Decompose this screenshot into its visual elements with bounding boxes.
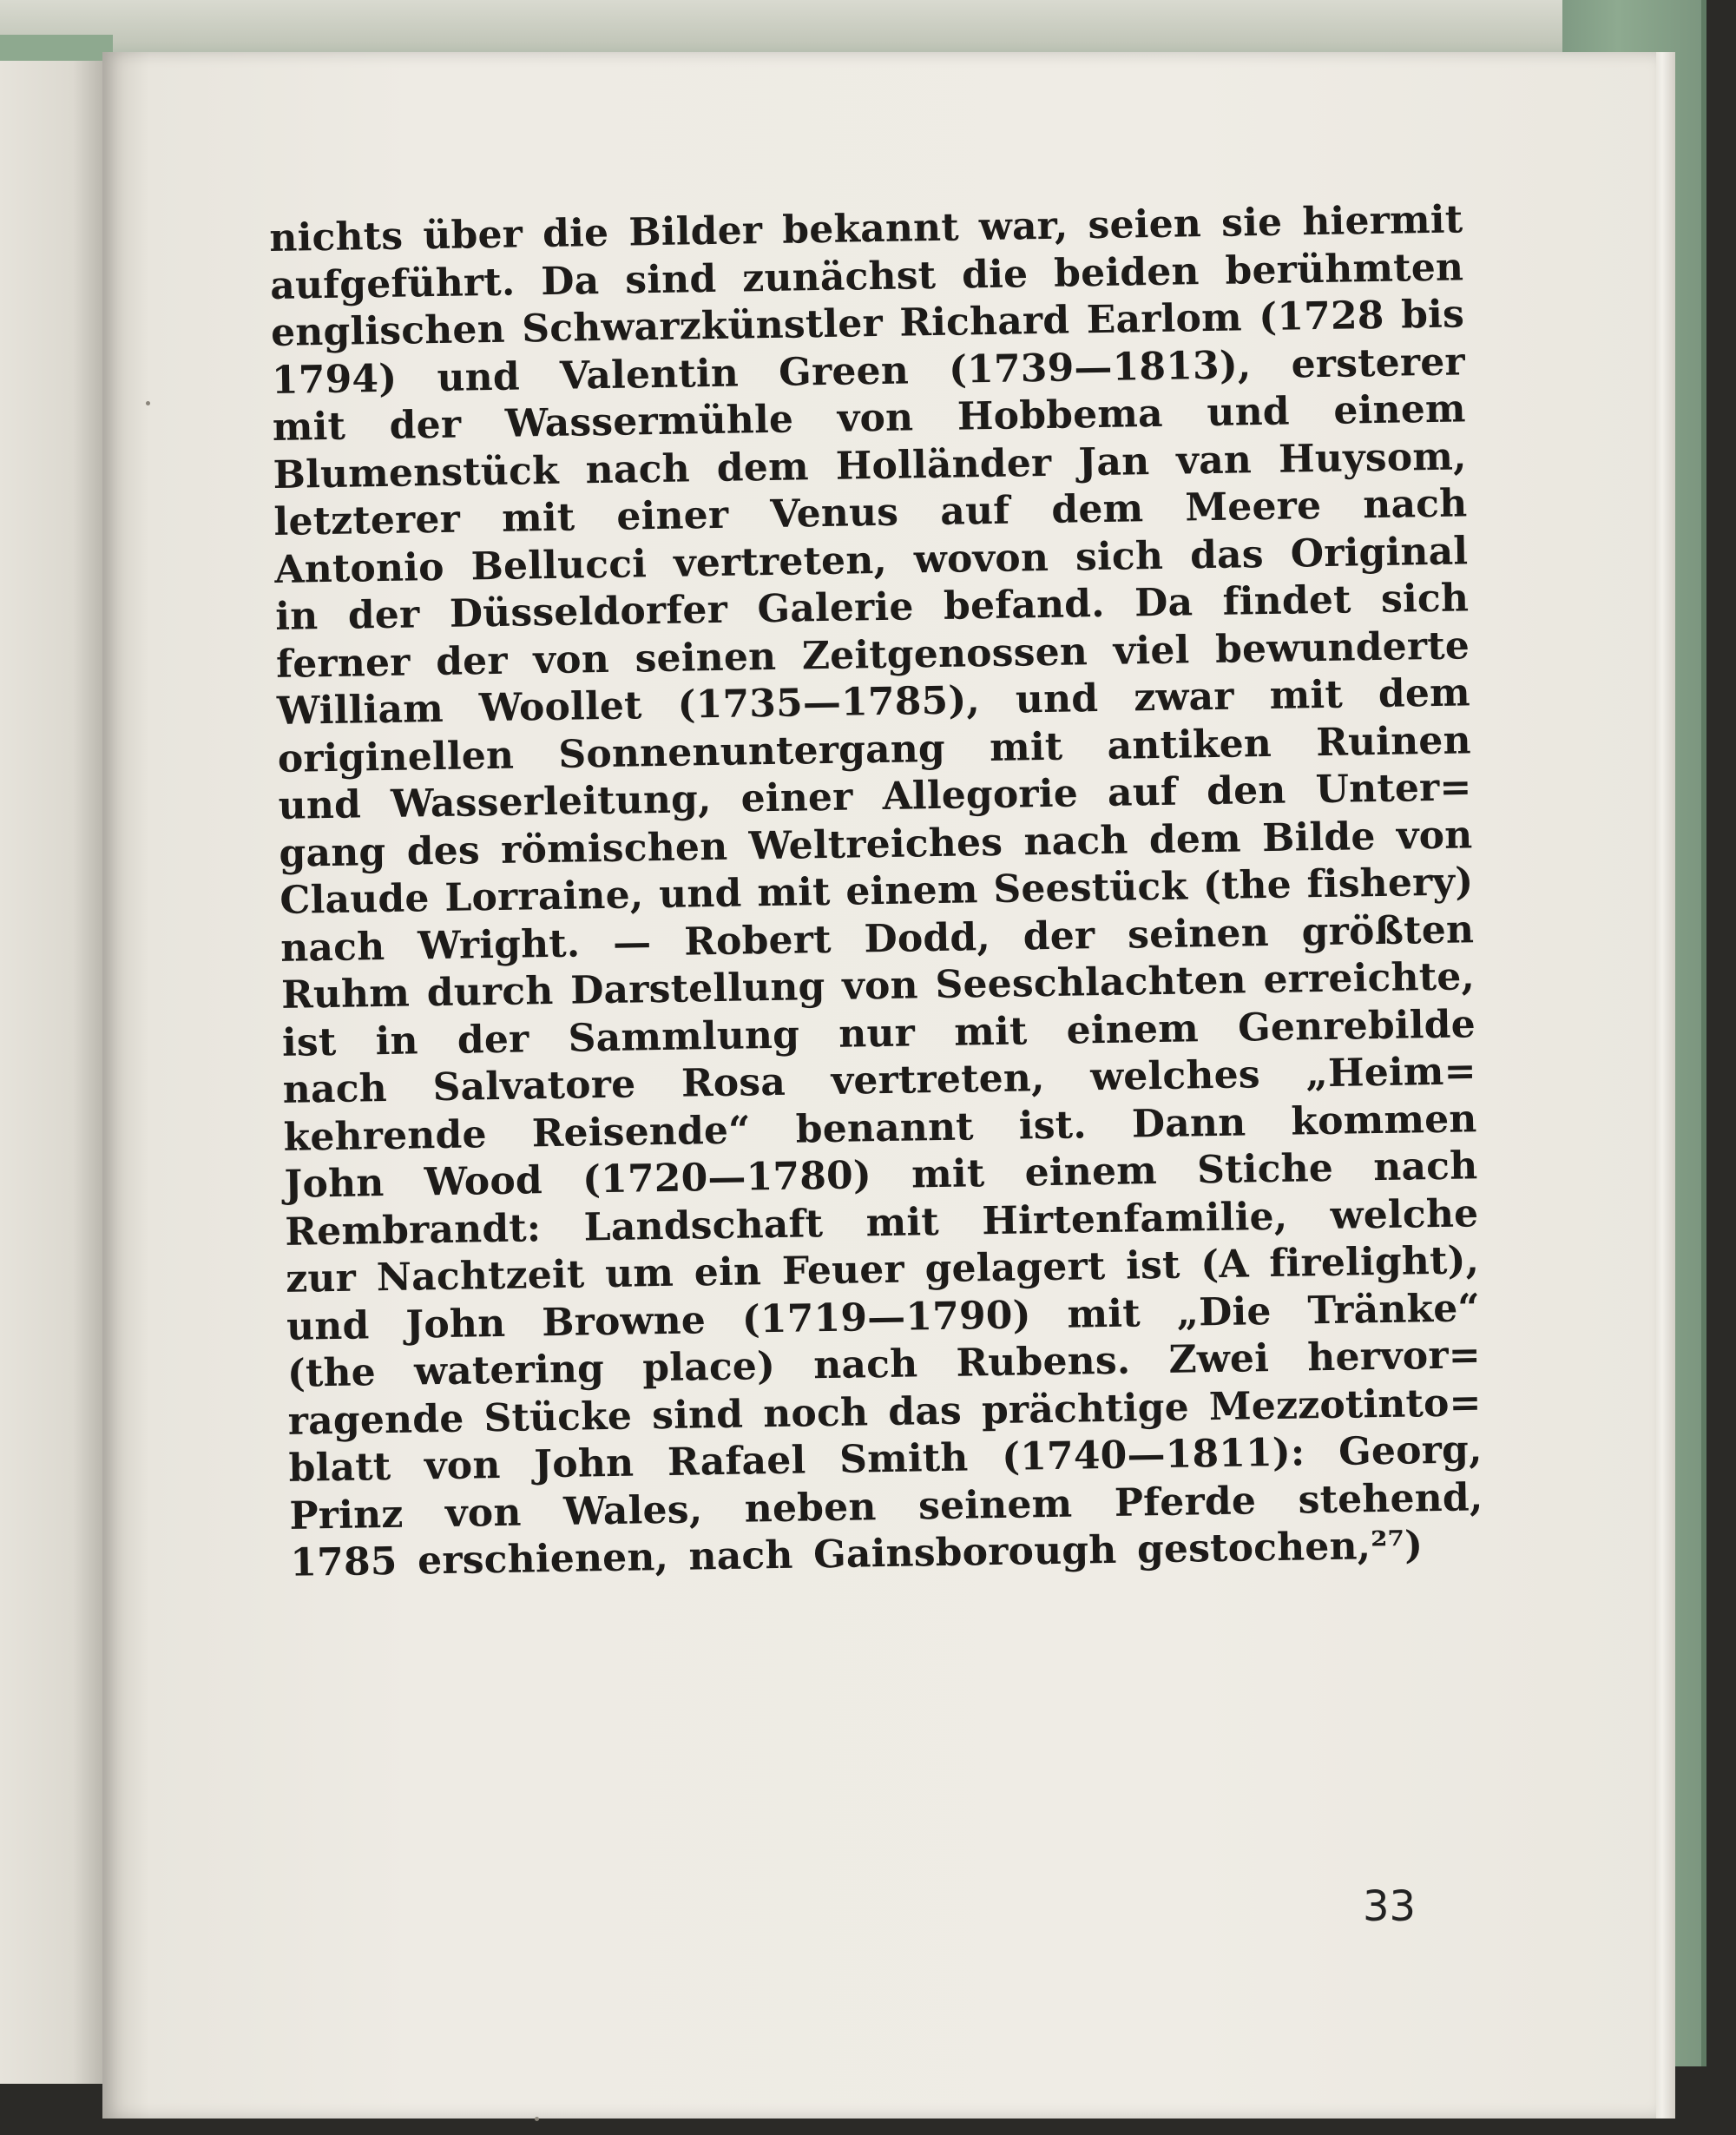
text-line: 1794) und Valentin Green (1739—1813), ersterer — [271, 339, 1466, 403]
text-line: und Wasserleitung, einer Allegorie auf den Unter= — [278, 765, 1472, 828]
text-line: ferner der von seinen Zeitgenossen viel bewunderte — [275, 623, 1470, 687]
text-line: blatt von John Rafael Smith (1740—1811): Georg, — [288, 1427, 1483, 1491]
text-line: aufgeführt. Da sind zunächst die beiden berühmten — [269, 244, 1464, 308]
text-line: originellen Sonnenuntergang mit antiken Ruinen — [277, 717, 1472, 781]
text-line: zur Nachtzeit um ein Feuer gelagert ist (A firelight), — [285, 1238, 1480, 1301]
text-line: Blumenstück nach dem Holländer Jan van Huysom, — [273, 433, 1467, 498]
text-line: nach Salvatore Rosa vertreten, welches „Heim= — [282, 1049, 1477, 1112]
page-text — [269, 196, 1484, 1587]
left-facing-page — [0, 61, 104, 2084]
paper-speck — [146, 401, 150, 405]
text-line: John Wood (1720—1780) mit einem Stiche nach — [284, 1143, 1478, 1207]
text-line: Claude Lorraine, und mit einem Seestück (the fishery) — [279, 860, 1474, 923]
text-line: letzterer mit einer Venus auf dem Meere nach — [273, 481, 1468, 544]
text-line: ist in der Sammlung nur mit einem Genrebilde — [281, 1001, 1476, 1065]
text-line: Prinz von Wales, neben seinem Pferde stehend, — [289, 1474, 1483, 1539]
text-line: nach Wright. — Robert Dodd, der seinen größten — [279, 906, 1475, 971]
text-line: William Woollet (1735—1785), und zwar mit dem — [276, 670, 1471, 734]
text-line: in der Düsseldorfer Galerie befand. Da findet sich — [274, 576, 1470, 639]
text-line: englischen Schwarzkünstler Richard Earlom (1728 bis — [270, 292, 1465, 355]
text-line: nichts über die Bilder bekannt war, seien sie hiermit — [269, 197, 1463, 260]
text-line: Rembrandt: Landschaft mit Hirtenfamilie, welche — [284, 1190, 1479, 1255]
text-line: (the watering place) nach Rubens. Zwei hervor= — [286, 1333, 1482, 1396]
text-line: Ruhm durch Darstellung von Seeschlachten erreichte, — [280, 954, 1476, 1018]
text-line: gang des römischen Weltreiches nach dem Bilde von — [279, 812, 1473, 876]
page-number: 33 — [1363, 1882, 1417, 1931]
text-line: mit der Wassermühle von Hobbema und einem — [272, 386, 1467, 450]
text-line: kehrende Reisende“ benannt ist. Dann kommen — [283, 1096, 1477, 1160]
text-line: 1785 erschienen, nach Gainsborough gestochen,²⁷) — [289, 1523, 1424, 1585]
text-line: und John Browne (1719—1790) mit „Die Tränke“ — [286, 1285, 1481, 1349]
text-line: Antonio Bellucci vertreten, wovon sich das Original — [274, 528, 1469, 592]
paper-speck — [535, 2117, 539, 2121]
text-line: ragende Stücke sind noch das prächtige Mezzotinto= — [287, 1380, 1483, 1444]
